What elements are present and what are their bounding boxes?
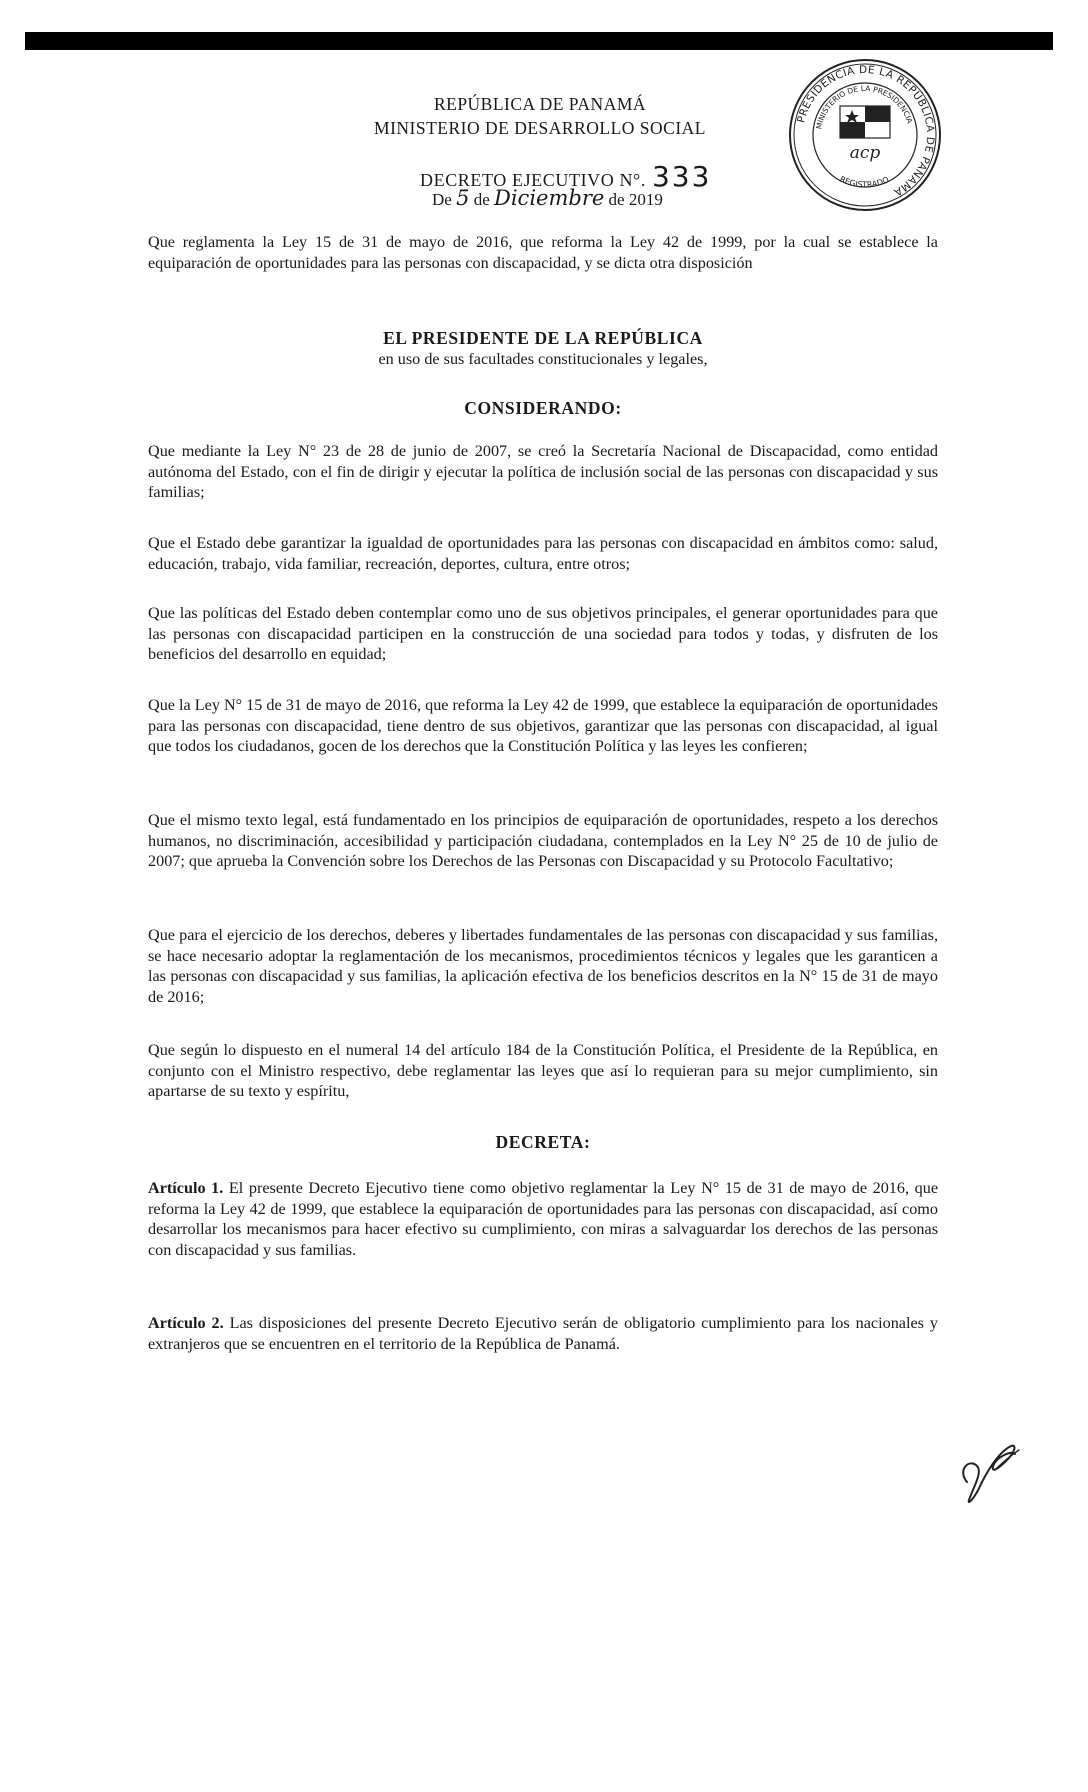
considerando-paragraph: Que el mismo texto legal, está fundamentado en los principios de equiparación de oportunidades, respeto a los derechos humanos, no discriminación, accesibilidad y participación ciudadana, contemplados en la Ley N° 25 de 10 de julio de 2007; que aprueba la Convención sobre los Derechos de las Personas con Discapacidad y su Protocolo Facultativo; xyxy=(148,811,938,870)
considerando-paragraph: Que la Ley N° 15 de 31 de mayo de 2016, que reforma la Ley 42 de 1999, que establece la equiparación de oportunidades para las personas con discapacidad, tiene dentro de sus objetivos, garantizar que las personas con discapacidad, al igual que todos los ciudadanos, gocen de los derechos que la Constitución Política y las leyes les confieren; xyxy=(148,696,938,755)
considerando-paragraph: Que para el ejercicio de los derechos, deberes y libertades fundamentales de las personas con discapacidad y sus familias, se hace necesario adoptar la reglamentación de los mecanismos, procedimientos técnicos y legales que les garanticen a las personas con discapacidad y sus familias, la aplicación efectiva de los beneficios descritos en la N° 15 de 31 de mayo de 2016; xyxy=(148,926,938,1006)
seal-center-text: acp xyxy=(849,143,881,163)
authority-subtitle: en uso de sus facultades constitucionales y legales, xyxy=(378,349,708,368)
considerando-paragraph: Que las políticas del Estado deben contemplar como uno de sus objetivos principales, el generar oportunidades para que las personas con discapacidad participen en la construcción de una sociedad para todos y todas, y disfruten de los beneficios del desarrollo en equidad; xyxy=(148,604,938,663)
date-day: 5 xyxy=(456,186,470,210)
decree-date-line xyxy=(432,186,663,210)
document-header xyxy=(300,92,780,140)
article-label: Artículo 1. xyxy=(148,1179,224,1197)
decree-number: 333 xyxy=(651,160,712,193)
date-prefix: De xyxy=(432,190,457,209)
registration-seal xyxy=(786,56,944,214)
seal-inner-text: MINISTERIO DE LA PRESIDENCIA xyxy=(814,83,915,130)
considerando-title: CONSIDERANDO: xyxy=(464,398,622,418)
article-text: El presente Decreto Ejecutivo tiene como objetivo reglamentar la Ley N° 15 de 31 de mayo de 2016, que reforma la Ley 42 de 1999, que establece la equiparación de oportunidades para las personas con discapacidad, así como desarrollar los mecanismos para hacer efectivo su cumplimiento, con miras a salvaguardar los derechos de las personas con discapacidad y sus familias. xyxy=(148,1179,939,1259)
article-text: Las disposiciones del presente Decreto Ejecutivo serán de obligatorio cumplimiento para los nacionales y extranjeros que se encuentren en el territorio de la República de Panamá. xyxy=(148,1314,938,1353)
decree-label: DECRETO EJECUTIVO N°. xyxy=(420,170,646,190)
article-label: Artículo 2. xyxy=(148,1314,224,1332)
ministry-name: MINISTERIO DE DESARROLLO SOCIAL xyxy=(374,118,706,138)
flag-icon xyxy=(840,106,890,138)
date-month: Diciembre xyxy=(494,186,605,210)
authority-block xyxy=(148,328,938,369)
date-mid: de xyxy=(469,190,494,209)
top-black-bar xyxy=(25,32,1053,50)
considerando-paragraph: Que el Estado debe garantizar la igualdad de oportunidades para las personas con discapacidad en ámbitos como: salud, educación, trabajo, vida familiar, recreación, deportes, cultura, entre otros; xyxy=(148,534,938,573)
considerando-paragraph: Que mediante la Ley N° 23 de 28 de junio de 2007, se creó la Secretaría Nacional de Discapacidad, como entidad autónoma del Estado, con el fin de dirigir y ejecutar la política de inclusión social de las personas con discapacidad y sus familias; xyxy=(148,442,938,501)
svg-text:REGISTRADO xyxy=(838,174,890,189)
considerando-paragraph: Que según lo dispuesto en el numeral 14 del artículo 184 de la Constitución Política, el Presidente de la República, en conjunto con el Ministro respectivo, debe reglamentar las leyes que así lo requieran para su mejor cumplimiento, sin apartarse de su texto y espíritu, xyxy=(148,1041,938,1100)
seal-bottom-text: REGISTRADO xyxy=(838,174,891,190)
date-suffix: de 2019 xyxy=(604,190,663,209)
decreta-title: DECRETA: xyxy=(495,1132,591,1152)
article-paragraph xyxy=(148,1178,938,1260)
seal-outer-text: PRESIDENCIA DE LA REPÚBLICA DE PANAMÁ xyxy=(795,63,937,199)
country-name: REPÚBLICA DE PANAMÁ xyxy=(433,94,647,114)
initials-signature xyxy=(955,1440,1025,1510)
intro-paragraph: Que reglamenta la Ley 15 de 31 de mayo de 2016, que reforma la Ley 42 de 1999, por la cual se establece la equiparación de oportunidades para las personas con discapacidad, y se dicta otra disposición xyxy=(148,233,938,272)
article-paragraph xyxy=(148,1313,938,1354)
authority-title: EL PRESIDENTE DE LA REPÚBLICA xyxy=(383,328,703,348)
